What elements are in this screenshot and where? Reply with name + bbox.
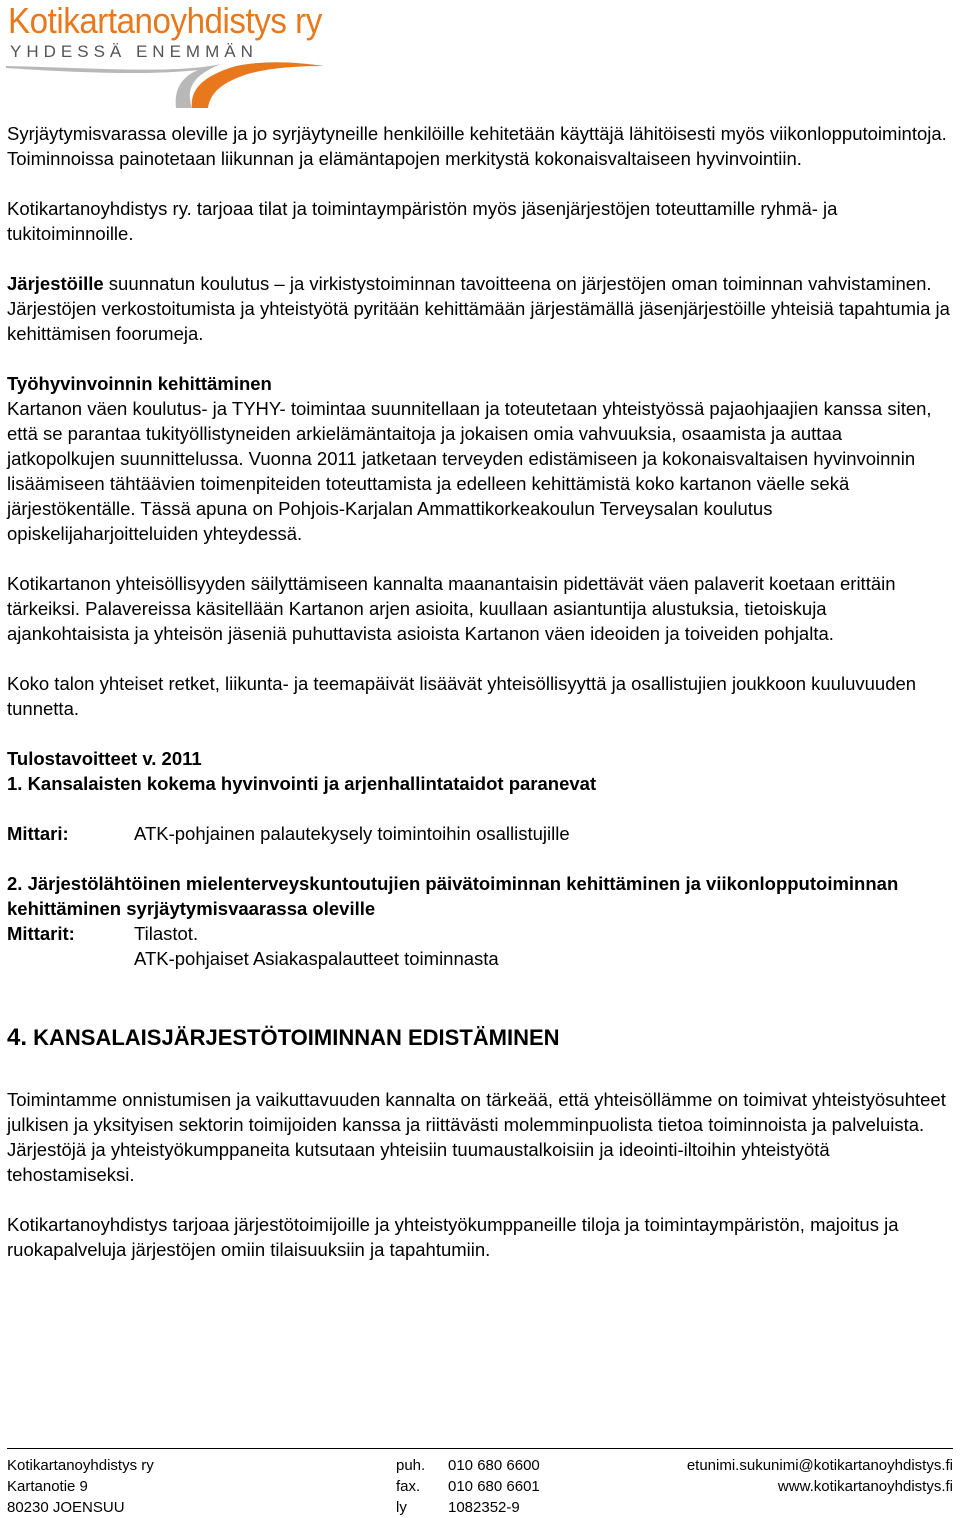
paragraph-jarjestoille-text: suunnatun koulutus – ja virkistystoiminnan tavoitteena on järjestöjen oman toiminnan vahvistaminen. Järjestöjen verkostoitumista ja yhteistyötä pyritään kehittämään järjestämällä jäsenjärjestöille yhteisiä tapahtumia ja kehittämisen foorumeja. [7,273,950,344]
document-body [7,121,953,1262]
footer-ytunnus-label: ly [396,1499,407,1516]
paragraph-retket: Koko talon yhteiset retket, liikunta- ja teemapäivät lisäävät yhteisöllisyyttä ja osallistujien joukkoon kuuluvuuden tunnetta. [7,673,917,719]
logo-swoosh-icon [6,60,326,110]
footer-contact-labels [396,1455,425,1518]
logo-title: Kotikartanoyhdistys ry [8,0,322,41]
mittari-label: Mittari: [7,823,69,844]
logo-tagline: YHDESSÄ ENEMMÄN [10,42,258,61]
heading-tyohyvinvointi: Työhyvinvoinnin kehittäminen [7,373,272,394]
paragraph-yhteistyosuhteet: Toimintamme onnistumisen ja vaikuttavuuden kannalta on tärkeää, että yhteisöllämme on toimivat yhteistyösuhteet julkisen ja yksityisen sektorin toimijoiden kanssa ja riittävästi molemminpuolista tietoa toiminnoista ja palveluista. Järjestöjä ja yhteistyökumppaneita kutsutaan yhteisiin tuumaustalkoisiin ja ideointi-iltoihin yhteistyötä tehostamiseksi. [7,1089,946,1185]
mittarit-label: Mittarit: [7,923,75,944]
goal-2: 2. Järjestölähtöinen mielenterveyskuntoutujien päivätoiminnan kehittäminen ja viikonlopputoiminnan kehittäminen syrjäytymisvaarassa oleville [7,873,899,919]
goal-1: 1. Kansalaisten kokema hyvinvointi ja arjenhallintataidot paranevat [7,773,597,794]
footer-org: Kotikartanoyhdistys ry [7,1457,154,1474]
section-heading-4 [7,1025,953,1050]
footer-phone-label: puh. [396,1457,426,1474]
footer-phone: 010 680 6600 [448,1457,540,1474]
footer-fax: 010 680 6601 [448,1478,540,1495]
footer-email[interactable]: etunimi.sukunimi@kotikartanoyhdistys.fi [686,1457,953,1474]
paragraph-tilat: Kotikartanoyhdistys ry. tarjoaa tilat ja toimintaympäristön myös jäsenjärjestöjen toteuttamille ryhmä- ja tukitoiminnoille. [7,198,838,244]
heading-tulostavoitteet: Tulostavoitteet v. 2011 [7,748,202,769]
section-number: 4. [7,1024,28,1051]
paragraph-koulutus-tyhy: Kartanon väen koulutus- ja TYHY- toimintaa suunnitellaan ja toteutetaan yhteistyössä pajaohjaajien kanssa siten, että se parantaa tukityöllistyneiden arkielämäntaitoja ja jokaisen omia vahvuuksia, osaamista ja auttaa jatkopolkujen suunnittelussa. Vuonna 2011 jatketaan terveyden edistämiseen ja kokonaisvaltaisen hyvinvoinnin lisäämiseen tähtäävien toimenpiteiden toteuttamista ja edelleen kehittämistä koko kartanon väelle sekä järjestökentälle. Tässä apuna on Pohjois-Karjalan Ammattikorkeakoulun Terveysalan koulutus opiskelijaharjoitteluiden yhteydessä. [7,398,932,544]
organization-logo [6,0,326,110]
footer-contact-values [448,1455,540,1518]
footer-ytunnus: 1082352-9 [448,1499,520,1516]
mittarit-row-2b [7,946,953,971]
footer-fax-label: fax. [396,1478,421,1495]
mittarit-row-2 [7,921,953,946]
paragraph-palaverit: Kotikartanon yhteisöllisyyden säilyttämiseen kannalta maanantaisin pidettävät väen palaverit koetaan erittäin tärkeiksi. Palavereissa käsitellään Kartanon arjen asioita, kuullaan asiantuntija alustuksia, tietoiskuja ajankohtaisista ja yhteisön jäseniä puhuttavista asioista Kartanon väen ideoiden ja toiveiden pohjalta. [7,573,896,644]
paragraph-jarjestoille-lead: Järjestöille [7,273,104,294]
mittarit-value-2: ATK-pohjaiset Asiakaspalautteet toiminnasta [134,948,499,969]
mittari-value: ATK-pohjainen palautekysely toimintoihin osallistujille [134,823,570,844]
mittarit-value-1: Tilastot. [134,923,199,944]
footer-online [687,1455,953,1497]
mittari-row-1 [7,821,953,846]
footer-divider [7,1448,953,1449]
footer-street: Kartanotie 9 [7,1478,88,1495]
footer-address [7,1455,154,1518]
paragraph-jarjestoille [7,271,953,346]
footer-city: 80230 JOENSUU [7,1499,125,1516]
paragraph-syrjaytymisvaara: Syrjäytymisvarassa oleville ja jo syrjäytyneille henkilöille kehitetään käyttäjä lähitöisesti myös viikonlopputoimintoja. Toiminnoissa painotetaan liikunnan ja elämäntapojen merkitystä kokonaisvaltaiseen hyvinvointiin. [7,123,947,169]
footer-web[interactable]: www.kotikartanoyhdistys.fi [777,1478,953,1495]
paragraph-tiloja: Kotikartanoyhdistys tarjoaa järjestötoimijoille ja yhteistyökumppaneille tiloja ja toimintaympäristön, majoitus ja ruokapalveluja järjestöjen omiin tilaisuuksiin ja tapahtumiin. [7,1214,899,1260]
section-title: KANSALAISJÄRJESTÖTOIMINNAN EDISTÄMINEN [27,1025,560,1050]
